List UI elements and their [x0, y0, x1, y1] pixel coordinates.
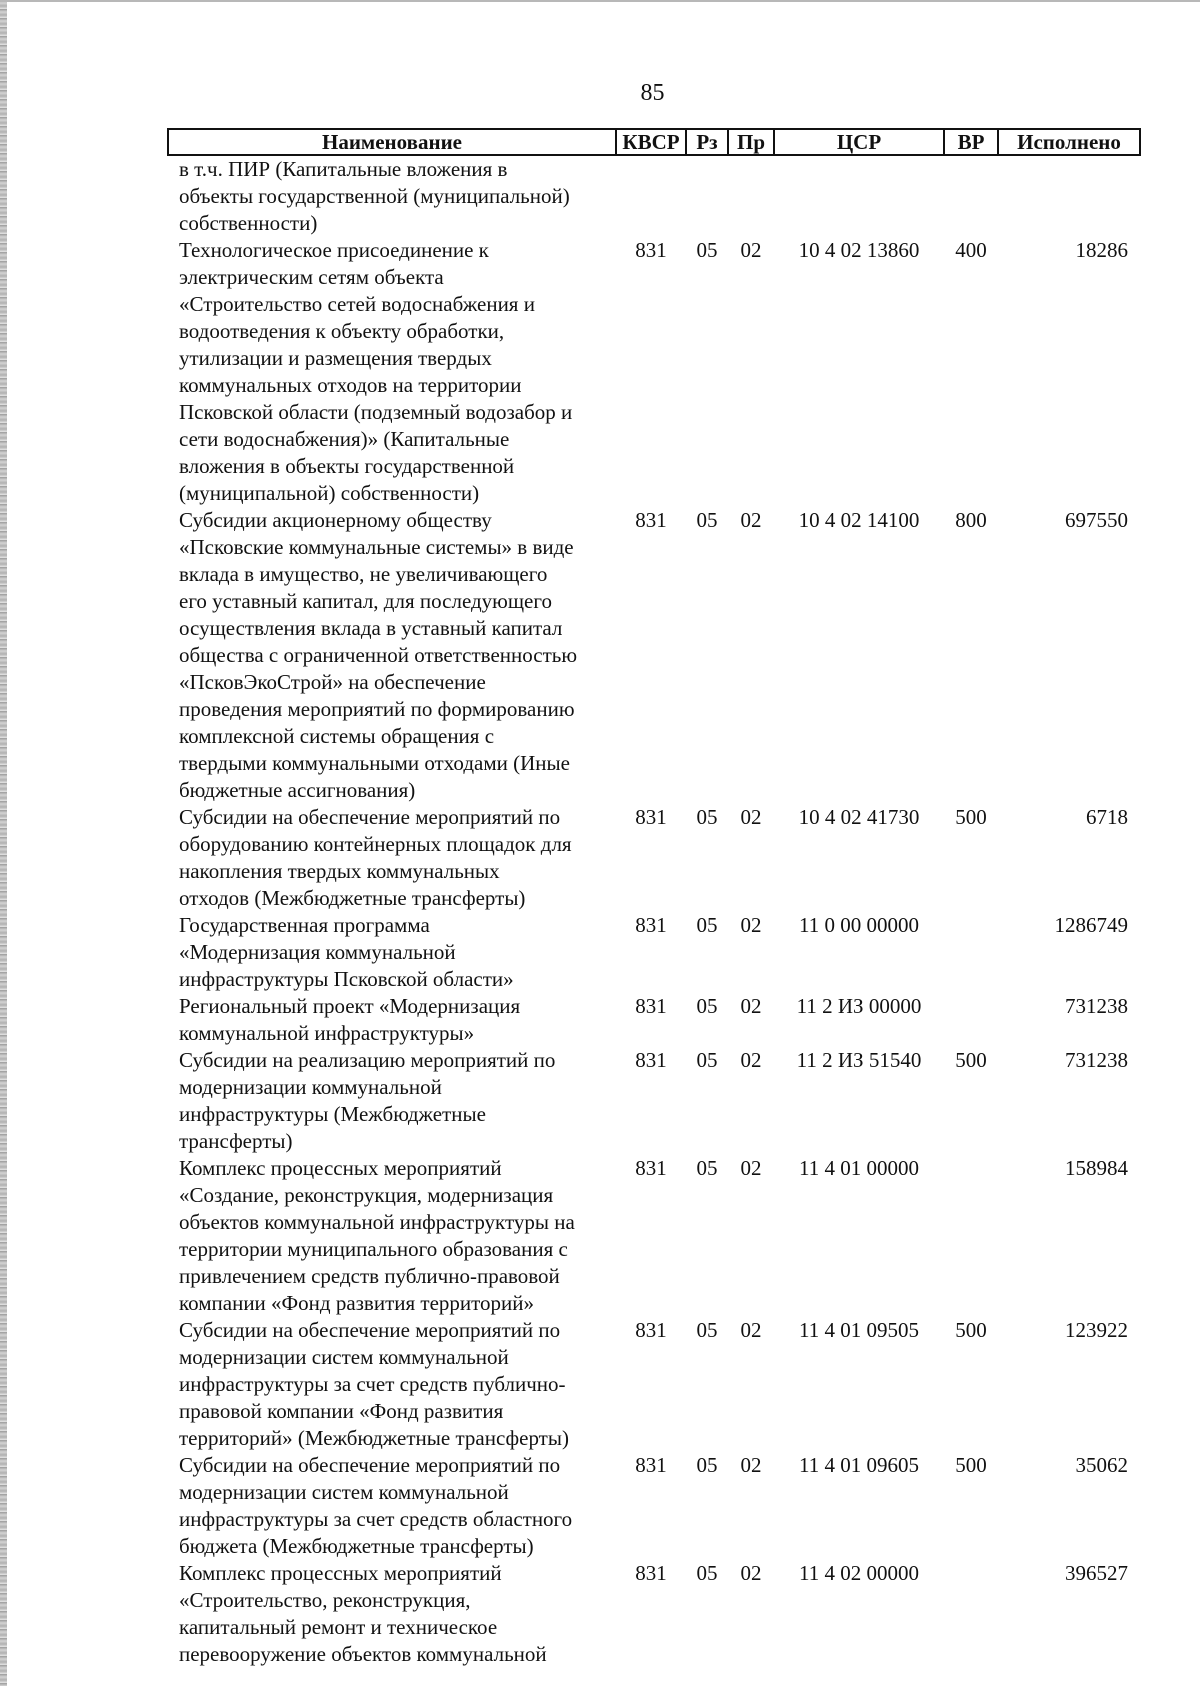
row-rz: 05 [696, 913, 718, 937]
row-kvsr: 831 [635, 1156, 667, 1180]
row-csr: 11 2 ИЗ 51540 [796, 1048, 922, 1072]
row-name-text: Технологическое присоединение к электрическим сетям объекта «Строительство сетей водоснабжения и водоотведения к объекту обработки, утилизации и размещения твердых коммунальных отходов на территории Псковской области (подземный водозабор и сети водоснабжения)» (Капитальные вложения в объекты государственной (муниципальной) собственности) [179, 238, 573, 505]
row-kvsr: 831 [635, 238, 667, 262]
row-vr: 500 [955, 1048, 987, 1072]
row-sum: 697550 [1065, 508, 1128, 532]
row-rz: 05 [696, 508, 718, 532]
table-row [168, 1452, 1140, 1560]
header-vr: ВР [944, 129, 998, 155]
row-name-text: в т.ч. ПИР (Капитальные вложения в объекты государственной (муниципальной) собственности) [179, 157, 570, 235]
table-row [168, 804, 1140, 912]
row-vr: 500 [955, 1318, 987, 1342]
scan-top-edge [0, 0, 1200, 2]
row-pr [728, 155, 774, 237]
row-sum: 396527 [1065, 1561, 1128, 1585]
row-sum: 18286 [1075, 238, 1128, 262]
row-name [168, 1560, 616, 1668]
row-name [168, 155, 616, 237]
row-name-text: Комплекс процессных мероприятий «Строительство, реконструкция, капитальный ремонт и техническое перевооружение объектов коммунальной [179, 1561, 547, 1666]
row-vr [944, 993, 998, 1047]
header-rz: Рз [686, 129, 728, 155]
row-kvsr: 831 [635, 1561, 667, 1585]
row-rz: 05 [696, 805, 718, 829]
row-pr: 02 [740, 994, 762, 1018]
row-vr [944, 1155, 998, 1317]
row-kvsr: 831 [635, 805, 667, 829]
row-pr: 02 [740, 913, 762, 937]
row-kvsr: 831 [635, 1048, 667, 1072]
row-pr: 02 [740, 805, 762, 829]
table-header-row [168, 129, 1140, 155]
header-sum: Исполнено [998, 129, 1140, 155]
row-pr: 02 [740, 238, 762, 262]
row-name [168, 237, 616, 507]
row-kvsr [616, 155, 686, 237]
row-rz: 05 [696, 238, 718, 262]
row-name [168, 1452, 616, 1560]
row-kvsr: 831 [635, 1453, 667, 1477]
row-sum: 731238 [1065, 1048, 1128, 1072]
row-sum: 158984 [1065, 1156, 1128, 1180]
row-vr [944, 155, 998, 237]
row-sum: 731238 [1065, 994, 1128, 1018]
table-row [168, 1317, 1140, 1452]
row-vr: 500 [955, 1453, 987, 1477]
row-name-text: Региональный проект «Модернизация коммунальной инфраструктуры» [179, 994, 521, 1045]
table-row [168, 993, 1140, 1047]
table-row [168, 155, 1140, 237]
row-pr: 02 [740, 1318, 762, 1342]
row-csr [774, 155, 944, 237]
row-rz: 05 [696, 1156, 718, 1180]
row-name-text: Комплекс процессных мероприятий «Создание, реконструкция, модернизация объектов коммунальной инфраструктуры на территории муниципального образования с привлечением средств публично-правовой компании «Фонд развития территорий» [179, 1156, 575, 1315]
row-csr: 11 4 02 00000 [799, 1561, 919, 1585]
row-name-text: Субсидии на обеспечение мероприятий по оборудованию контейнерных площадок для накопления твердых коммунальных отходов (Межбюджетные трансферты) [179, 805, 572, 910]
row-name-text: Субсидии на реализацию мероприятий по модернизации коммунальной инфраструктуры (Межбюджетные трансферты) [179, 1048, 556, 1153]
table-body [168, 155, 1140, 1668]
row-csr: 11 4 01 00000 [799, 1156, 919, 1180]
row-name-text: Субсидии на обеспечение мероприятий по модернизации систем коммунальной инфраструктуры за счет средств областного бюджета (Межбюджетные трансферты) [179, 1453, 573, 1558]
row-csr: 11 4 01 09505 [799, 1318, 919, 1342]
row-name-text: Государственная программа «Модернизация коммунальной инфраструктуры Псковской области» [179, 913, 514, 991]
row-vr [944, 912, 998, 993]
row-rz: 05 [696, 1048, 718, 1072]
row-vr: 800 [955, 508, 987, 532]
row-csr: 10 4 02 41730 [798, 805, 920, 829]
row-csr: 10 4 02 14100 [798, 508, 920, 532]
table-row [168, 912, 1140, 993]
row-name [168, 1047, 616, 1155]
row-kvsr: 831 [635, 994, 667, 1018]
row-kvsr: 831 [635, 508, 667, 532]
page-number: 85 [640, 80, 665, 106]
row-name [168, 1317, 616, 1452]
row-rz [686, 155, 728, 237]
row-name [168, 993, 616, 1047]
table-row [168, 237, 1140, 507]
header-pr: Пр [728, 129, 774, 155]
row-sum: 123922 [1065, 1318, 1128, 1342]
header-name: Наименование [168, 129, 616, 155]
table-row [168, 1560, 1140, 1668]
row-sum: 35062 [1075, 1453, 1128, 1477]
row-pr: 02 [740, 1453, 762, 1477]
table-row [168, 1047, 1140, 1155]
row-vr: 400 [955, 238, 987, 262]
row-pr: 02 [740, 1156, 762, 1180]
row-csr: 11 2 ИЗ 00000 [796, 994, 922, 1018]
row-csr: 11 4 01 09605 [799, 1453, 919, 1477]
row-name [168, 507, 616, 804]
budget-table [167, 128, 1141, 1668]
row-pr: 02 [740, 1561, 762, 1585]
table-row [168, 507, 1140, 804]
scan-edge [0, 0, 7, 1686]
row-rz: 05 [696, 1318, 718, 1342]
row-csr: 11 0 00 00000 [799, 913, 919, 937]
row-sum: 1286749 [1054, 913, 1128, 937]
row-sum: 6718 [1086, 805, 1128, 829]
row-rz: 05 [696, 1561, 718, 1585]
row-name [168, 1155, 616, 1317]
row-rz: 05 [696, 994, 718, 1018]
row-pr: 02 [740, 1048, 762, 1072]
row-name-text: Субсидии на обеспечение мероприятий по модернизации систем коммунальной инфраструктуры за счет средств публично- правовой компании «Фонд развития территорий» (Межбюджетные трансферты) [179, 1318, 569, 1450]
row-kvsr: 831 [635, 913, 667, 937]
header-kvsr: КВСР [616, 129, 686, 155]
budget-table-container [167, 128, 1139, 1668]
row-kvsr: 831 [635, 1318, 667, 1342]
row-sum [998, 155, 1140, 237]
row-pr: 02 [740, 508, 762, 532]
row-name [168, 804, 616, 912]
table-row [168, 1155, 1140, 1317]
row-vr: 500 [955, 805, 987, 829]
row-name [168, 912, 616, 993]
row-csr: 10 4 02 13860 [798, 238, 920, 262]
row-rz: 05 [696, 1453, 718, 1477]
row-vr [944, 1560, 998, 1668]
row-name-text: Субсидии акционерному обществу «Псковские коммунальные системы» в виде вклада в имущество, не увеличивающего его уставный капитал, для последующего осуществления вклада в уставный капитал общества с ограниченной ответственностью «ПсковЭкоСтрой» на обеспечение проведения мероприятий по формированию комплексной системы обращения с твердыми коммунальными отходами (Иные бюджетные ассигнования) [179, 508, 578, 802]
header-csr: ЦСР [774, 129, 944, 155]
